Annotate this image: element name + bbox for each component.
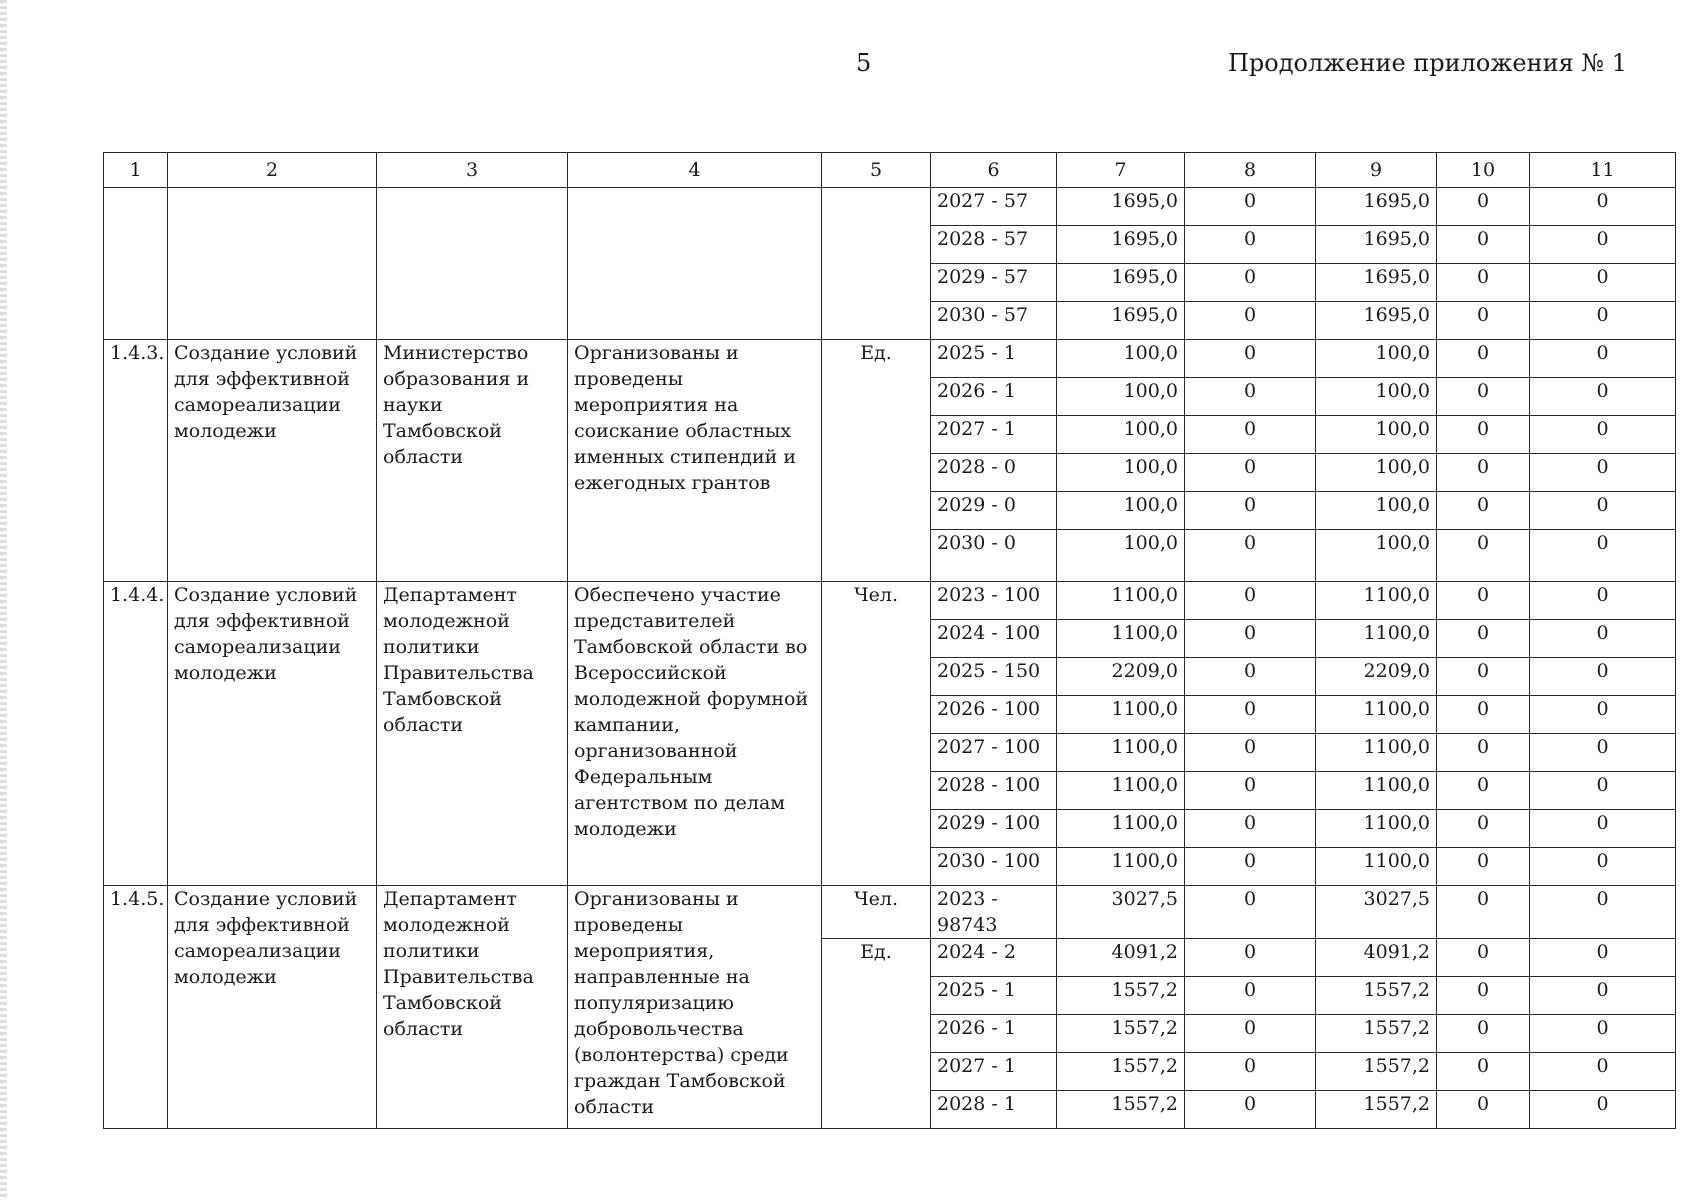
regional-funding-cell: 100,0: [1316, 340, 1437, 378]
other-funding-cell: 0: [1530, 1053, 1676, 1091]
expected-result: Организованы и проведены мероприятия, направленные на популяризацию добровольчества (волонтерства) среди граждан Тамбовской области: [568, 886, 822, 1129]
federal-funding-cell: 0: [1185, 658, 1316, 696]
total-funding-cell: 100,0: [1057, 378, 1185, 416]
year-indicator-cell: 2025 - 1: [931, 977, 1057, 1015]
total-funding-cell: 1557,2: [1057, 977, 1185, 1015]
year-indicator-cell: 2023 - 98743: [931, 886, 1057, 939]
year-indicator-cell: 2028 - 0: [931, 454, 1057, 492]
regional-funding-cell: 1100,0: [1316, 810, 1437, 848]
table-row: [104, 582, 1676, 620]
regional-funding-cell: 1695,0: [1316, 264, 1437, 302]
year-indicator-cell: 2026 - 100: [931, 696, 1057, 734]
local-funding-cell: 0: [1437, 1053, 1530, 1091]
federal-funding-cell: 0: [1185, 340, 1316, 378]
regional-funding-cell: 1695,0: [1316, 302, 1437, 340]
measure-number: 1.4.4.: [104, 582, 168, 886]
year-indicator-cell: 2025 - 150: [931, 658, 1057, 696]
local-funding-cell: 0: [1437, 658, 1530, 696]
total-funding-cell: 1100,0: [1057, 810, 1185, 848]
year-indicator-cell: 2023 - 100: [931, 582, 1057, 620]
total-funding-cell: 1557,2: [1057, 1091, 1185, 1129]
measures-table: [103, 152, 1676, 1129]
total-funding-cell: 1695,0: [1057, 302, 1185, 340]
result-cell-empty: [568, 188, 822, 340]
local-funding-cell: 0: [1437, 696, 1530, 734]
federal-funding-cell: 0: [1185, 886, 1316, 939]
local-funding-cell: 0: [1437, 620, 1530, 658]
other-funding-cell: 0: [1530, 810, 1676, 848]
total-funding-cell: 1100,0: [1057, 772, 1185, 810]
num-cell-empty: [104, 188, 168, 340]
page-number: 5: [856, 49, 872, 77]
year-indicator-cell: 2024 - 100: [931, 620, 1057, 658]
year-indicator-cell: 2030 - 57: [931, 302, 1057, 340]
year-indicator-cell: 2027 - 1: [931, 1053, 1057, 1091]
column-header-5: 5: [822, 153, 931, 188]
federal-funding-cell: 0: [1185, 264, 1316, 302]
year-indicator-cell: 2028 - 57: [931, 226, 1057, 264]
regional-funding-cell: 1557,2: [1316, 977, 1437, 1015]
other-funding-cell: 0: [1530, 226, 1676, 264]
other-funding-cell: 0: [1530, 378, 1676, 416]
task-description: Создание условий для эффективной самореализации молодежи: [168, 886, 377, 1129]
total-funding-cell: 3027,5: [1057, 886, 1185, 939]
year-indicator-cell: 2029 - 100: [931, 810, 1057, 848]
total-funding-cell: 1100,0: [1057, 848, 1185, 886]
local-funding-cell: 0: [1437, 530, 1530, 582]
responsible-executor: Департамент молодежной политики Правительства Тамбовской области: [377, 886, 568, 1129]
local-funding-cell: 0: [1437, 582, 1530, 620]
other-funding-cell: 0: [1530, 264, 1676, 302]
unit-of-measure: Ед.: [822, 340, 931, 582]
unit-cell-empty: [822, 188, 931, 340]
local-funding-cell: 0: [1437, 810, 1530, 848]
regional-funding-cell: 1100,0: [1316, 734, 1437, 772]
other-funding-cell: 0: [1530, 530, 1676, 582]
column-header-8: 8: [1185, 153, 1316, 188]
local-funding-cell: 0: [1437, 378, 1530, 416]
federal-funding-cell: 0: [1185, 454, 1316, 492]
regional-funding-cell: 100,0: [1316, 416, 1437, 454]
other-funding-cell: 0: [1530, 658, 1676, 696]
year-indicator-cell: 2027 - 1: [931, 416, 1057, 454]
other-funding-cell: 0: [1530, 1091, 1676, 1129]
task-description: Создание условий для эффективной самореализации молодежи: [168, 340, 377, 582]
other-funding-cell: 0: [1530, 848, 1676, 886]
local-funding-cell: 0: [1437, 188, 1530, 226]
total-funding-cell: 2209,0: [1057, 658, 1185, 696]
total-funding-cell: 1695,0: [1057, 264, 1185, 302]
other-funding-cell: 0: [1530, 939, 1676, 977]
regional-funding-cell: 1557,2: [1316, 1091, 1437, 1129]
local-funding-cell: 0: [1437, 734, 1530, 772]
responsible-executor: Департамент молодежной политики Правительства Тамбовской области: [377, 582, 568, 886]
column-header-10: 10: [1437, 153, 1530, 188]
year-indicator-cell: 2027 - 57: [931, 188, 1057, 226]
regional-funding-cell: 2209,0: [1316, 658, 1437, 696]
local-funding-cell: 0: [1437, 226, 1530, 264]
local-funding-cell: 0: [1437, 416, 1530, 454]
other-funding-cell: 0: [1530, 302, 1676, 340]
other-funding-cell: 0: [1530, 1015, 1676, 1053]
federal-funding-cell: 0: [1185, 302, 1316, 340]
regional-funding-cell: 100,0: [1316, 492, 1437, 530]
expected-result: Организованы и проведены мероприятия на соискание областных именных стипендий и ежегодных грантов: [568, 340, 822, 582]
other-funding-cell: 0: [1530, 886, 1676, 939]
federal-funding-cell: 0: [1185, 977, 1316, 1015]
local-funding-cell: 0: [1437, 1015, 1530, 1053]
regional-funding-cell: 3027,5: [1316, 886, 1437, 939]
local-funding-cell: 0: [1437, 264, 1530, 302]
year-indicator-cell: 2030 - 100: [931, 848, 1057, 886]
year-indicator-cell: 2028 - 100: [931, 772, 1057, 810]
year-indicator-cell: 2030 - 0: [931, 530, 1057, 582]
federal-funding-cell: 0: [1185, 734, 1316, 772]
federal-funding-cell: 0: [1185, 939, 1316, 977]
year-indicator-cell: 2027 - 100: [931, 734, 1057, 772]
scan-edge: [0, 0, 7, 1200]
column-header-3: 3: [377, 153, 568, 188]
local-funding-cell: 0: [1437, 454, 1530, 492]
table-row: [104, 340, 1676, 378]
federal-funding-cell: 0: [1185, 492, 1316, 530]
local-funding-cell: 0: [1437, 492, 1530, 530]
regional-funding-cell: 1695,0: [1316, 226, 1437, 264]
regional-funding-cell: 100,0: [1316, 378, 1437, 416]
measure-number: 1.4.3.: [104, 340, 168, 582]
local-funding-cell: 0: [1437, 886, 1530, 939]
appendix-continuation-note: Продолжение приложения № 1: [1227, 49, 1627, 77]
other-funding-cell: 0: [1530, 492, 1676, 530]
table-row: [104, 188, 1676, 226]
task-description: Создание условий для эффективной самореализации молодежи: [168, 582, 377, 886]
column-number-header-row: [104, 153, 1676, 188]
federal-funding-cell: 0: [1185, 378, 1316, 416]
table-row: [104, 886, 1676, 939]
responsible-executor: Министерство образования и науки Тамбовской области: [377, 340, 568, 582]
unit-of-measure: Чел.: [822, 886, 931, 939]
other-funding-cell: 0: [1530, 734, 1676, 772]
federal-funding-cell: 0: [1185, 582, 1316, 620]
other-funding-cell: 0: [1530, 696, 1676, 734]
federal-funding-cell: 0: [1185, 530, 1316, 582]
year-indicator-cell: 2029 - 57: [931, 264, 1057, 302]
local-funding-cell: 0: [1437, 1091, 1530, 1129]
total-funding-cell: 1100,0: [1057, 696, 1185, 734]
regional-funding-cell: 4091,2: [1316, 939, 1437, 977]
column-header-4: 4: [568, 153, 822, 188]
other-funding-cell: 0: [1530, 620, 1676, 658]
other-funding-cell: 0: [1530, 454, 1676, 492]
column-header-6: 6: [931, 153, 1057, 188]
regional-funding-cell: 100,0: [1316, 530, 1437, 582]
federal-funding-cell: 0: [1185, 848, 1316, 886]
total-funding-cell: 1695,0: [1057, 188, 1185, 226]
other-funding-cell: 0: [1530, 977, 1676, 1015]
federal-funding-cell: 0: [1185, 696, 1316, 734]
total-funding-cell: 100,0: [1057, 492, 1185, 530]
measure-number: 1.4.5.: [104, 886, 168, 1129]
total-funding-cell: 1100,0: [1057, 734, 1185, 772]
year-indicator-cell: 2024 - 2: [931, 939, 1057, 977]
other-funding-cell: 0: [1530, 582, 1676, 620]
federal-funding-cell: 0: [1185, 1053, 1316, 1091]
federal-funding-cell: 0: [1185, 226, 1316, 264]
column-header-7: 7: [1057, 153, 1185, 188]
regional-funding-cell: 100,0: [1316, 454, 1437, 492]
column-header-11: 11: [1530, 153, 1676, 188]
total-funding-cell: 1695,0: [1057, 226, 1185, 264]
regional-funding-cell: 1100,0: [1316, 848, 1437, 886]
column-header-9: 9: [1316, 153, 1437, 188]
local-funding-cell: 0: [1437, 977, 1530, 1015]
local-funding-cell: 0: [1437, 848, 1530, 886]
regional-funding-cell: 1100,0: [1316, 620, 1437, 658]
other-funding-cell: 0: [1530, 772, 1676, 810]
regional-funding-cell: 1557,2: [1316, 1015, 1437, 1053]
total-funding-cell: 100,0: [1057, 530, 1185, 582]
local-funding-cell: 0: [1437, 939, 1530, 977]
other-funding-cell: 0: [1530, 416, 1676, 454]
regional-funding-cell: 1557,2: [1316, 1053, 1437, 1091]
total-funding-cell: 1557,2: [1057, 1015, 1185, 1053]
federal-funding-cell: 0: [1185, 416, 1316, 454]
other-funding-cell: 0: [1530, 188, 1676, 226]
other-funding-cell: 0: [1530, 340, 1676, 378]
total-funding-cell: 1557,2: [1057, 1053, 1185, 1091]
regional-funding-cell: 1100,0: [1316, 696, 1437, 734]
year-indicator-cell: 2026 - 1: [931, 378, 1057, 416]
year-indicator-cell: 2029 - 0: [931, 492, 1057, 530]
total-funding-cell: 4091,2: [1057, 939, 1185, 977]
total-funding-cell: 1100,0: [1057, 582, 1185, 620]
federal-funding-cell: 0: [1185, 810, 1316, 848]
regional-funding-cell: 1100,0: [1316, 582, 1437, 620]
total-funding-cell: 1100,0: [1057, 620, 1185, 658]
expected-result: Обеспечено участие представителей Тамбовской области во Всероссийской молодежной форумной кампании, организованной Федеральным агентством по делам молодежи: [568, 582, 822, 886]
regional-funding-cell: 1695,0: [1316, 188, 1437, 226]
regional-funding-cell: 1100,0: [1316, 772, 1437, 810]
federal-funding-cell: 0: [1185, 1015, 1316, 1053]
unit-of-measure: Ед.: [822, 939, 931, 1129]
column-header-2: 2: [168, 153, 377, 188]
task-cell-empty: [168, 188, 377, 340]
year-indicator-cell: 2026 - 1: [931, 1015, 1057, 1053]
total-funding-cell: 100,0: [1057, 340, 1185, 378]
total-funding-cell: 100,0: [1057, 454, 1185, 492]
year-indicator-cell: 2025 - 1: [931, 340, 1057, 378]
federal-funding-cell: 0: [1185, 188, 1316, 226]
local-funding-cell: 0: [1437, 302, 1530, 340]
unit-of-measure: Чел.: [822, 582, 931, 886]
column-header-1: 1: [104, 153, 168, 188]
federal-funding-cell: 0: [1185, 772, 1316, 810]
local-funding-cell: 0: [1437, 340, 1530, 378]
local-funding-cell: 0: [1437, 772, 1530, 810]
federal-funding-cell: 0: [1185, 620, 1316, 658]
executor-cell-empty: [377, 188, 568, 340]
total-funding-cell: 100,0: [1057, 416, 1185, 454]
year-indicator-cell: 2028 - 1: [931, 1091, 1057, 1129]
federal-funding-cell: 0: [1185, 1091, 1316, 1129]
